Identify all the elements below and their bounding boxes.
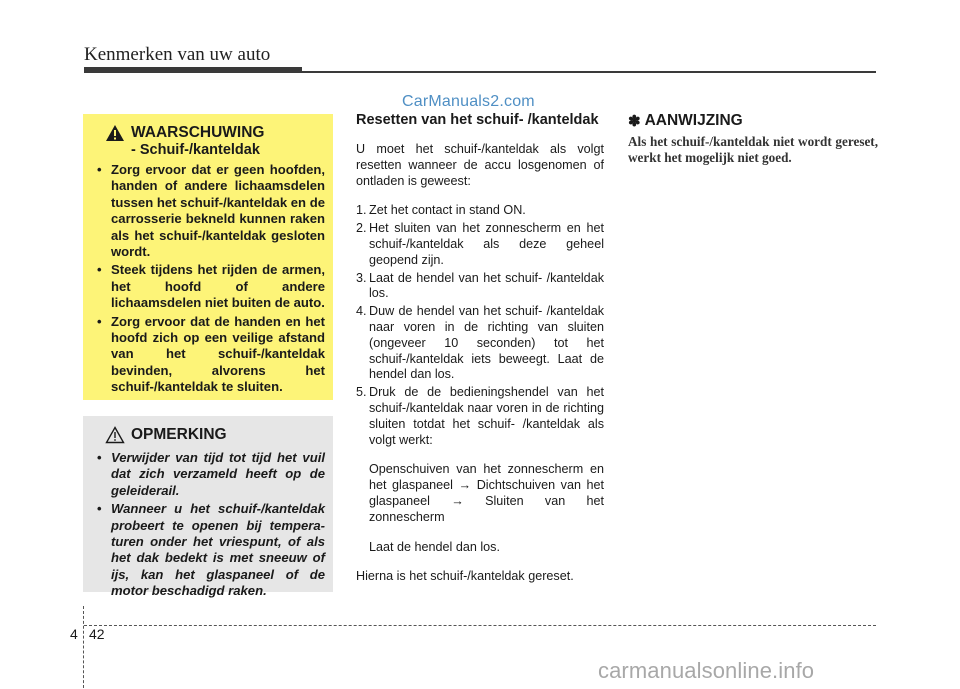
step-text: Laat de hendel van het schuif- /kanteldak los. [369, 270, 604, 301]
warning-box [83, 114, 333, 400]
reset-intro: U moet het schuif-/kanteldak als volgt resetten wanneer de accu losgenomen of ontladen is geweest: [356, 142, 604, 188]
reset-step [356, 221, 604, 268]
note-item: • Verwijder van tijd tot tijd het vuil dat zich verzameld heeft op de geleiderail. [91, 450, 325, 499]
step-number: 3. [356, 270, 367, 285]
note-title: OPMERKING [131, 426, 227, 443]
note-title-row [105, 426, 325, 444]
page-header-title: Kenmerken van uw auto [84, 44, 271, 65]
aanwijzing-title: AANWIJZING [644, 112, 743, 129]
footer-divider [84, 625, 876, 626]
warning-list [91, 162, 325, 396]
step-text: Druk de de bedieningshendel van het schuif-/kanteldak naar voren in de richting sluiten totdat het schuif- /kanteldak als volgt werkt: [369, 385, 604, 447]
header-rule [84, 71, 876, 73]
step-number: 1. [356, 203, 367, 218]
arrow-right-icon: → [451, 493, 464, 508]
step-number: 5. [356, 385, 367, 400]
reset-final: Hierna is het schuif-/kanteldak gereset. [356, 569, 574, 584]
reset-steps [356, 203, 604, 448]
warning-item: • Zorg ervoor dat de handen en het hoofd zich op een veilige afstand van het schuif-/kanteldak bevinden, alvorens het schuif-/kanteldak te sluiten. [91, 314, 325, 396]
step-text: Duw de hendel van het schuif- /kanteldak naar voren in de richting van sluiten (ongeveer 10 seconden) tot het schuif-/kanteldak iets beweegt. Laat de hendel dan los. [369, 304, 604, 382]
sequence-part-1: Openschuiven van het zonnescherm en het glaspaneel [369, 462, 604, 493]
reset-step [356, 271, 604, 303]
sequence-part-2: Dichtschuiven van het glaspaneel [369, 478, 605, 508]
step-number: 2. [356, 221, 367, 236]
reset-sequence [356, 462, 604, 525]
arrow-right-icon: → [458, 478, 472, 493]
warning-item: • Zorg ervoor dat er geen hoofden, handen of andere lichaamsdelen tussen het schuif-/kanteldak en de carrosserie bekneld kunnen raken als het schuif-/kanteldak gesloten wordt. [91, 162, 325, 260]
reset-step [356, 304, 604, 383]
step-number: 4. [356, 304, 367, 319]
step-text: Zet het contact in stand ON. [369, 203, 526, 218]
note-box [83, 416, 333, 599]
warning-title-row [105, 124, 325, 142]
star-icon: ✽ [628, 113, 641, 130]
warning-triangle-icon [105, 124, 125, 142]
reset-step [356, 385, 604, 448]
step-text: Het sluiten van het zonnescherm en het schuif-/kanteldak als deze geheel geopend zijn. [369, 221, 604, 267]
chapter-number: 4 [70, 626, 78, 642]
warning-item: • Steek tijdens het rijden de armen, het hoofd of andere lichaamsdelen niet buiten de auto. [91, 262, 325, 311]
aanwijzing-section [628, 112, 878, 165]
note-list [91, 450, 325, 600]
reset-release: Laat de hendel dan los. [369, 539, 500, 554]
watermark-bottom: carmanualsonline.info [598, 658, 815, 683]
reset-title: Resetten van het schuif- /kanteldak [356, 112, 599, 128]
page-number: 42 [89, 626, 105, 642]
caution-triangle-icon [105, 426, 125, 444]
warning-title: WAARSCHUWING [131, 124, 265, 141]
warning-subtitle: - Schuif-/kanteldak [131, 142, 260, 158]
note-item: • Wanneer u het schuif-/kanteldak probeert te openen bij tempera-turen onder het vriespunt, of als het dak bedekt is met sneeuw of ijs, kan het glaspaneel of de motor beschadigd raken. [91, 501, 325, 599]
watermark-top: CarManuals2.com [402, 93, 535, 110]
sequence-part-3: Sluiten van het zonnescherm [369, 493, 605, 524]
reset-step [356, 203, 604, 219]
reset-section [356, 112, 604, 585]
aanwijzing-text: Als het schuif-/kanteldak niet wordt gereset, werkt het mogelijk niet goed. [628, 134, 878, 165]
footer-vertical-divider [83, 606, 84, 688]
aanwijzing-title-row [628, 112, 878, 130]
